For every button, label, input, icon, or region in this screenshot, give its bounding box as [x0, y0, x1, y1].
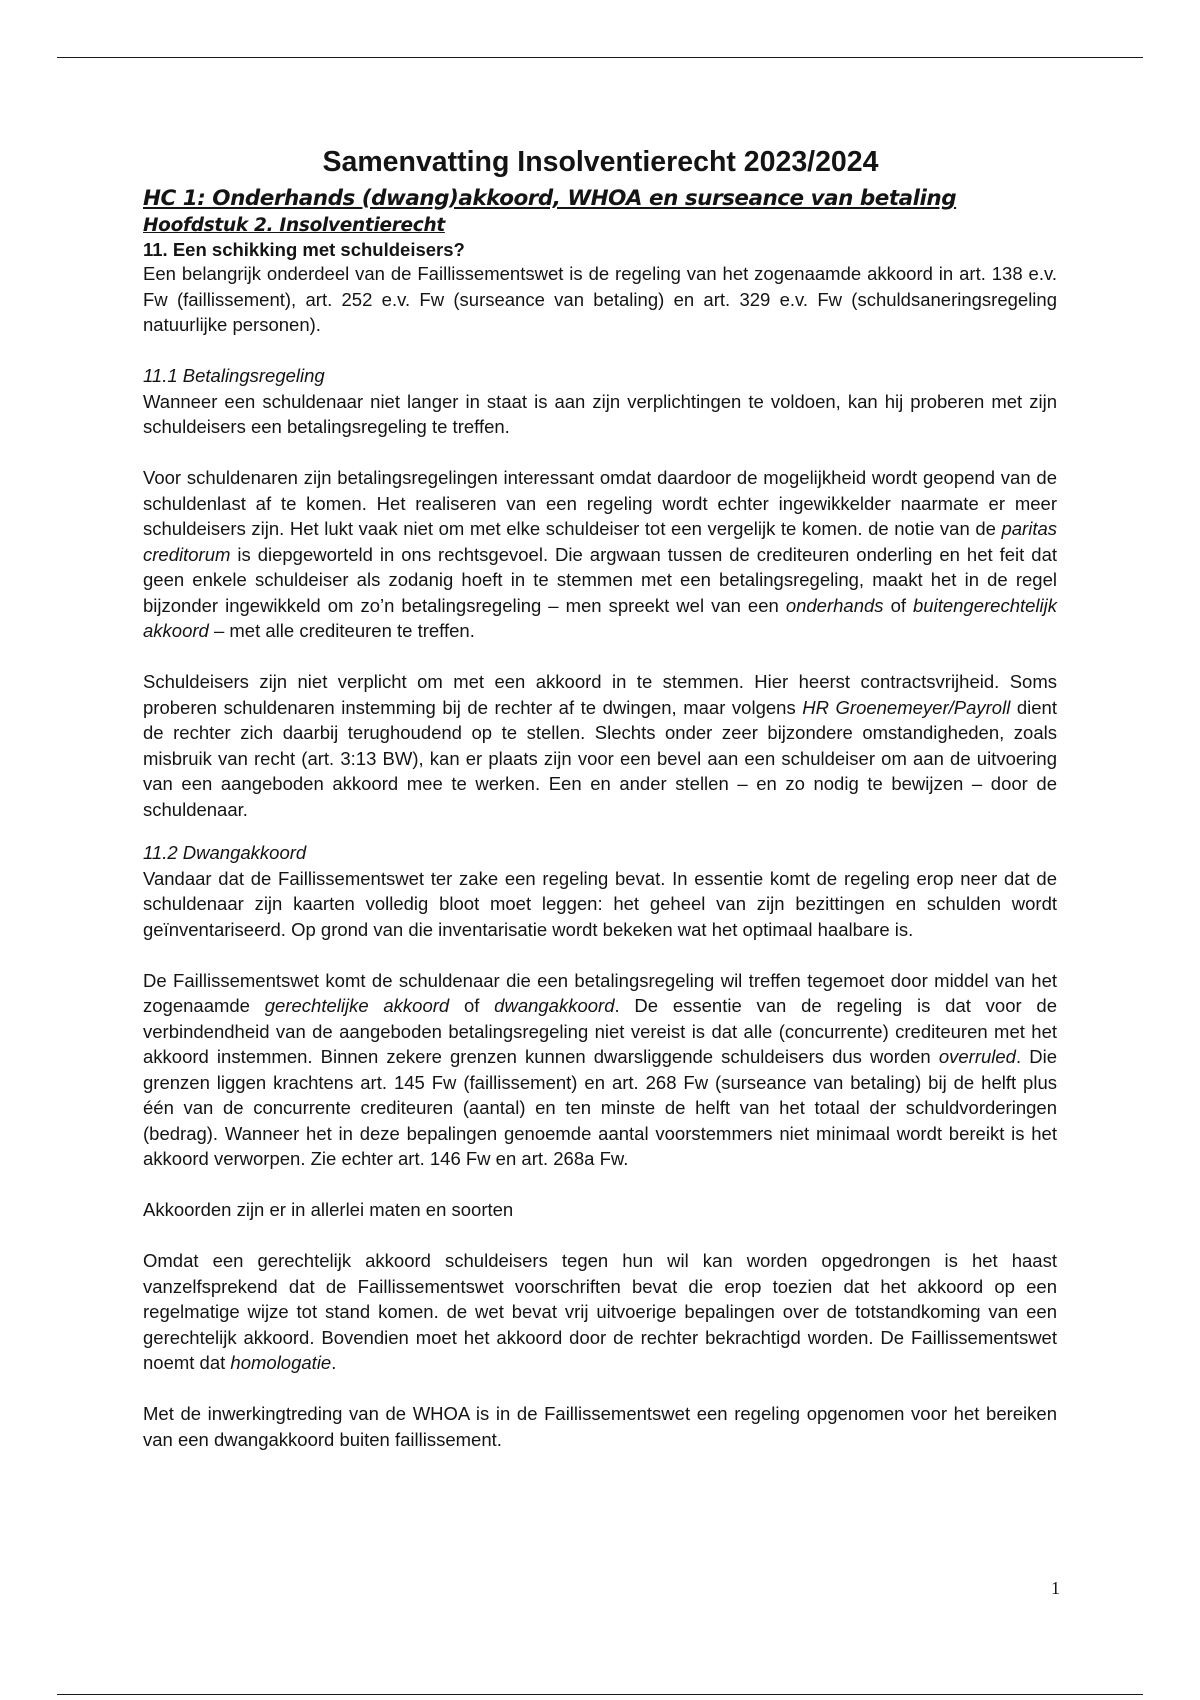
text-run: . — [331, 1352, 337, 1373]
subsection-heading-betalingsregeling: 11.1 Betalingsregeling — [143, 365, 325, 386]
paragraph-schuldenaren — [143, 465, 1057, 644]
section-heading: 11. Een schikking met schuldeisers? — [143, 239, 465, 260]
text-run: dient de rechter zich daarbij terughoudend op te stellen. Slechts onder zeer bijzondere omstandigheden, zoals misbruik van recht (art. 3:13 BW), kan er plaats zijn voor een bevel aan een schuldeiser om aan de uitvoering van een aangeboden akkoord mee te werken. Een en ander stellen – en zo nodig te bewijzen – door de schuldenaar. — [143, 696, 1057, 820]
text-run: of — [449, 995, 495, 1016]
text-run: De Faillissementswet komt de schuldenaar die een betalingsregeling wil treffen tegemoet door middel van het zogenaamde — [143, 969, 1057, 1016]
text-run: Omdat een gerechtelijk akkoord schuldeisers tegen hun wil kan worden opgedrongen is het haast vanzelfsprekend dat de Faillissementswet voorschriften bevat die erop toezien dat het akkoord op een regelmatige wijze tot stand komen. de wet bevat vrij uitvoerige bepalingen over de totstandkoming van een gerechtelijk akkoord. Bovendien moet het akkoord door de rechter bekrachtigd worden. De Faillissementswet noemt dat — [143, 1250, 1057, 1373]
emphasis-text: onderhands — [785, 594, 884, 616]
chapter-heading: Hoofdstuk 2. Insolventierecht — [143, 215, 445, 236]
emphasis-text: homologatie — [230, 1352, 332, 1373]
text-run: is diepgeworteld in ons rechtsgevoel. Die argwaan tussen de crediteuren onderling en het feit dat geen enkele schuldeiser als zodanig hoeft in te stemmen met een betalingsregeling, maakt het in de regel bijzonder ingewikkeld om zo’n betalingsregeling – men spreekt wel van een — [143, 543, 1057, 616]
text-run: of — [883, 594, 914, 616]
subsection-heading-dwangakkoord: 11.2 Dwangakkoord — [143, 842, 307, 863]
document-title: Samenvatting Insolventierecht 2023/2024 — [322, 146, 879, 178]
paragraph-whoa: Met de inwerkingtreding van de WHOA is in de Faillissementswet een regeling opgenomen voor het bereiken van een dwangakkoord buiten faillissement. — [143, 1403, 1057, 1450]
text-run: Voor schuldenaren zijn betalingsregelingen interessant omdat daardoor de mogelijkheid wordt geopend van de schuldenlast af te komen. Het realiseren van een regeling wordt echter ingewikkelder naarmate er meer schuldeisers zijn. Het lukt vaak niet om met elke schuldeiser tot een vergelijk te komen. de notie van de — [143, 467, 1057, 539]
paragraph-intro: Een belangrijk onderdeel van de Faillissementswet is de regeling van het zogenaamde akkoord in art. 138 e.v. Fw (faillissement), art. 252 e.v. Fw (surseance van betaling) en art. 329 e.v. Fw (schuldsaneringsregeling natuurlijke personen). — [143, 263, 1057, 335]
paragraph-homologatie — [143, 1248, 1057, 1376]
emphasis-text: HR Groenemeyer/Payroll — [802, 696, 1011, 718]
emphasis-text: dwangakkoord — [494, 995, 615, 1016]
top-rule — [57, 57, 1143, 58]
paragraph-contractsvrijheid — [143, 669, 1057, 822]
text-run: . Die grenzen liggen krachtens art. 145 Fw (faillissement) en art. 268 Fw (surseance van betaling) bij de helft plus één van de concurrente crediteuren (aantal) en ten minste de helft van het totaal der schuldvorderingen (bedrag). Wanneer het in deze bepalingen genoemde aantal voorstemmers niet minimaal wordt bereikt is het akkoord verworpen. Zie echter art. 146 Fw en art. 268a Fw. — [143, 1046, 1057, 1169]
bottom-rule — [57, 1694, 1143, 1695]
text-run: . De essentie van de regeling is dat voor de verbindendheid van de aangeboden betalingsregeling niet vereist is dat alle (concurrente) crediteuren met het akkoord instemmen. Binnen zekere grenzen kunnen dwarsliggende schuldeisers dus worden — [143, 995, 1057, 1067]
text-run: Schuldeisers zijn niet verplicht om met een akkoord in te stemmen. Hier heerst contractsvrijheid. Soms proberen schuldenaren instemming bij de rechter af te dwingen, maar volgens — [143, 671, 1057, 718]
emphasis-text: gerechtelijke akkoord — [264, 995, 450, 1016]
text-run: – met alle crediteuren te treffen. — [208, 620, 475, 641]
emphasis-text: overruled — [938, 1046, 1016, 1067]
emphasis-text: paritas creditorum — [143, 518, 1057, 565]
paragraph-faillissementswet — [143, 968, 1057, 1172]
emphasis-text: buitengerechtelijk akkoord — [143, 594, 1057, 641]
page-number: 1 — [1051, 1578, 1060, 1598]
paragraph-betalingsregeling: Wanneer een schuldenaar niet langer in staat is aan zijn verplichtingen te voldoen, kan hij proberen met zijn schuldeisers een betalingsregeling te treffen. — [143, 390, 1057, 437]
document-body — [143, 140, 1057, 1478]
paragraph-dwangakkoord: Vandaar dat de Faillissementswet ter zake een regeling bevat. In essentie komt de regeling erop neer dat de schuldenaar zijn kaarten volledig bloot moet leggen: het geheel van zijn bezittingen en schulden wordt geïnventariseerd. Op grond van die inventarisatie wordt bekeken wat het optimaal haalbare is. — [143, 867, 1057, 940]
paragraph-akkoorden: Akkoorden zijn er in allerlei maten en soorten — [143, 1199, 514, 1220]
lecture-heading: HC 1: Onderhands (dwang)akkoord, WHOA en surseance van betaling — [143, 186, 957, 211]
